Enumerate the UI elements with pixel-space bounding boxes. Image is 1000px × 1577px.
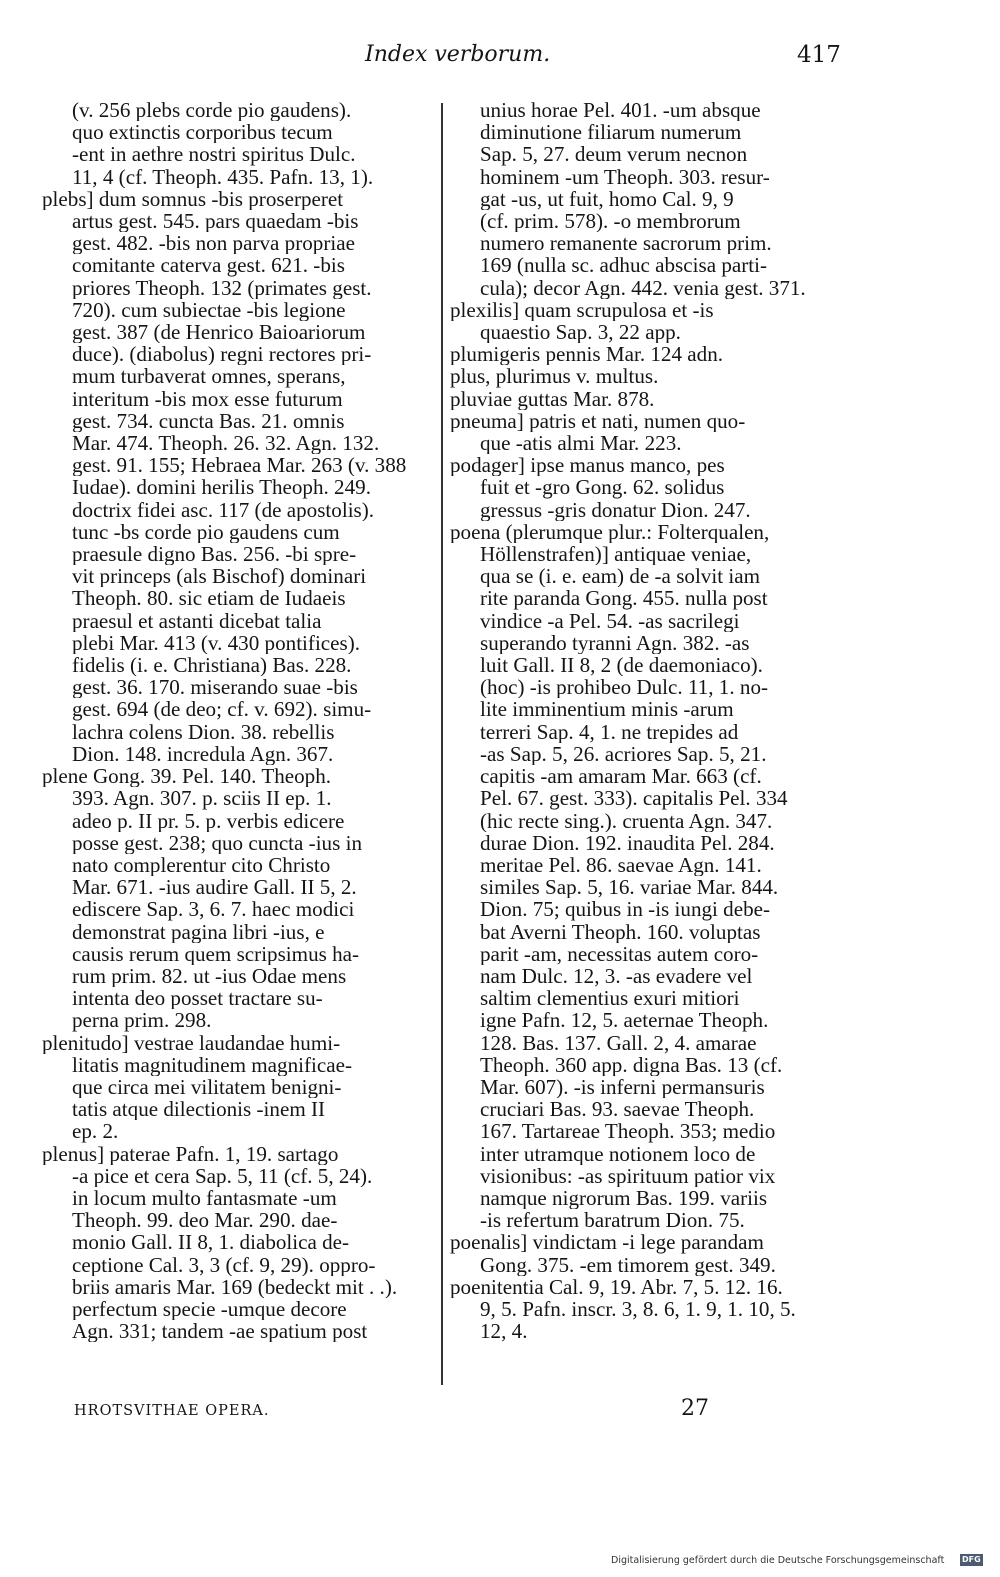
index-line: Agn. 331; tandem -ae spatium post bbox=[72, 1320, 368, 1343]
page-number: 417 bbox=[797, 42, 841, 68]
index-line: praesul et astanti dicebat talia bbox=[72, 609, 322, 632]
index-line: 720). cum subiectae -bis legione bbox=[72, 298, 346, 322]
index-line: nam Dulc. 12, 3. -as evadere vel bbox=[480, 964, 753, 988]
index-line: tatis atque dilectionis -inem II bbox=[72, 1098, 326, 1121]
dfg-logo: DFG bbox=[962, 1555, 981, 1564]
footer-book-title: HROTSVITHAE OPERA. bbox=[74, 1403, 270, 1419]
index-line: pluviae guttas Mar. 878. bbox=[450, 387, 655, 410]
index-line: Mar. 671. -ius audire Gall. II 5, 2. bbox=[72, 876, 357, 899]
index-line: in locum multo fantasmate -um bbox=[72, 1186, 337, 1210]
index-line: Höllenstrafen)] antiquae veniae, bbox=[480, 543, 752, 566]
index-line: ep. 2. bbox=[72, 1120, 119, 1143]
index-line: Dion. 148. incredula Agn. 367. bbox=[72, 742, 334, 766]
index-line: 12, 4. bbox=[480, 1320, 528, 1343]
index-line: gest. 694 (de deo; cf. v. 692). simu- bbox=[72, 698, 372, 721]
index-line: rum prim. 82. ut -ius Odae mens bbox=[72, 964, 347, 988]
right-text-column bbox=[450, 99, 842, 1342]
index-line: -as Sap. 5, 26. acriores Sap. 5, 21. bbox=[480, 742, 767, 766]
index-line: capitis -am amaram Mar. 663 (cf. bbox=[480, 765, 762, 788]
index-line: poenalis] vindictam -i lege parandam bbox=[450, 1231, 764, 1254]
index-line: similes Sap. 5, 16. variae Mar. 844. bbox=[480, 876, 779, 899]
index-line: briis amaris Mar. 169 (bedeckt mit . .). bbox=[72, 1275, 398, 1298]
index-line: perna prim. 298. bbox=[72, 1009, 212, 1032]
index-line: 167. Tartareae Theoph. 353; medio bbox=[480, 1120, 776, 1143]
index-line: inter utramque notionem loco de bbox=[480, 1142, 756, 1165]
index-line: (cf. prim. 578). -o membrorum bbox=[480, 210, 741, 233]
index-line: -ent in aethre nostri spiritus Dulc. bbox=[72, 143, 356, 166]
index-line: comitante caterva gest. 621. -bis bbox=[72, 254, 345, 277]
index-line: quo extinctis corporibus tecum bbox=[72, 121, 333, 144]
index-line: (v. 256 plebs corde pio gaudens). bbox=[72, 99, 352, 122]
index-line: superando tyranni Agn. 382. -as bbox=[480, 631, 750, 655]
index-line: ediscere Sap. 3, 6. 7. haec modici bbox=[72, 898, 355, 921]
index-line: artus gest. 545. pars quaedam -bis bbox=[72, 210, 359, 233]
index-line: parit -am, necessitas autem coro- bbox=[480, 942, 759, 965]
index-line: Mar. 474. Theoph. 26. 32. Agn. 132. bbox=[72, 432, 380, 455]
index-line: (hoc) -is prohibeo Dulc. 11, 1. no- bbox=[480, 676, 769, 699]
running-header-title: Index verborum. bbox=[365, 42, 551, 67]
index-line: pneuma] patris et nati, numen quo- bbox=[450, 409, 746, 433]
index-line: posse gest. 238; quo cuncta -ius in bbox=[72, 831, 362, 854]
index-line: namque nigrorum Bas. 199. variis bbox=[480, 1186, 768, 1210]
index-line: luit Gall. II 8, 2 (de daemoniaco). bbox=[480, 654, 763, 677]
index-line: Sap. 5, 27. deum verum necnon bbox=[480, 143, 748, 166]
index-line: Theoph. 80. sic etiam de Iudaeis bbox=[72, 587, 346, 610]
index-line: gest. 482. -bis non parva propriae bbox=[72, 232, 355, 255]
index-line: demonstrat pagina libri -ius, e bbox=[72, 920, 325, 943]
index-line: monio Gall. II 8, 1. diabolica de- bbox=[72, 1231, 350, 1254]
index-line: bat Averni Theoph. 160. voluptas bbox=[480, 920, 761, 943]
index-line: poenitentia Cal. 9, 19. Abr. 7, 5. 12. 16. bbox=[450, 1275, 783, 1298]
index-line: nato complerentur cito Christo bbox=[72, 853, 331, 877]
index-line: plebi Mar. 413 (v. 430 pontifices). bbox=[72, 631, 361, 655]
footer-signature-mark: 27 bbox=[681, 1396, 709, 1421]
index-line: -is refertum baratrum Dion. 75. bbox=[480, 1209, 745, 1232]
index-line: lachra colens Dion. 38. rebellis bbox=[72, 720, 335, 743]
index-line: plenitudo] vestrae laudandae humi- bbox=[42, 1031, 341, 1054]
index-line: lite imminentium minis -arum bbox=[480, 698, 734, 721]
index-line: que circa mei vilitatem benigni- bbox=[72, 1075, 342, 1099]
index-line: plus, plurimus v. multus. bbox=[450, 365, 659, 388]
index-line: gressus -gris donatur Dion. 247. bbox=[480, 498, 751, 521]
index-line: Dion. 75; quibus in -is iungi debe- bbox=[480, 898, 771, 921]
index-line: litatis magnitudinem magnificae- bbox=[72, 1053, 352, 1076]
index-line: igne Pafn. 12, 5. aeternae Theoph. bbox=[480, 1009, 769, 1032]
index-line: gest. 36. 170. miserando suae -bis bbox=[72, 676, 358, 699]
index-line: Theoph. 360 app. digna Bas. 13 (cf. bbox=[480, 1053, 783, 1076]
index-line: fidelis (i. e. Christiana) Bas. 228. bbox=[72, 654, 352, 677]
index-line: hominem -um Theoph. 303. resur- bbox=[480, 165, 770, 188]
index-line: interitum -bis mox esse futurum bbox=[72, 387, 343, 410]
index-line: Iudae). domini herilis Theoph. 249. bbox=[72, 476, 371, 499]
left-text-column bbox=[42, 99, 437, 1342]
index-line: Theoph. 99. deo Mar. 290. dae- bbox=[72, 1209, 338, 1232]
index-line: -a pice et cera Sap. 5, 11 (cf. 5, 24). bbox=[72, 1164, 373, 1187]
index-line: plexilis] quam scrupulosa et -is bbox=[450, 298, 714, 322]
index-line: meritae Pel. 86. saevae Agn. 141. bbox=[480, 853, 762, 877]
index-line: plumigeris pennis Mar. 124 adn. bbox=[450, 343, 724, 366]
index-line: cruciari Bas. 93. saevae Theoph. bbox=[480, 1098, 755, 1121]
column-divider bbox=[441, 103, 443, 1385]
index-line: intenta deo posset tractare su- bbox=[72, 987, 323, 1010]
index-line: unius horae Pel. 401. -um absque bbox=[480, 99, 761, 122]
index-line: adeo p. II pr. 5. p. verbis edicere bbox=[72, 809, 345, 832]
index-line: cula); decor Agn. 442. venia gest. 371. bbox=[480, 276, 806, 299]
index-line: (hic recte sing.). cruenta Agn. 347. bbox=[480, 809, 773, 832]
index-line: Pel. 67. gest. 333). capitalis Pel. 334 bbox=[480, 787, 788, 810]
index-line: Gong. 375. -em timorem gest. 349. bbox=[480, 1253, 776, 1276]
index-line: plebs] dum somnus -bis proserperet bbox=[42, 187, 344, 211]
index-line: podager] ipse manus manco, pes bbox=[450, 454, 725, 477]
index-line: 169 (nulla sc. adhuc abscisa parti- bbox=[480, 254, 768, 277]
index-line: perfectum specie -umque decore bbox=[72, 1297, 347, 1321]
index-line: poena (plerumque plur.: Folterqualen, bbox=[450, 520, 770, 544]
index-line: durae Dion. 192. inaudita Pel. 284. bbox=[480, 831, 775, 854]
index-line: 128. Bas. 137. Gall. 2, 4. amarae bbox=[480, 1031, 757, 1054]
index-line: 393. Agn. 307. p. sciis II ep. 1. bbox=[72, 787, 332, 810]
index-line: saltim clementius exuri mitiori bbox=[480, 987, 740, 1010]
index-line: diminutione filiarum numerum bbox=[480, 121, 742, 144]
index-line: rite paranda Gong. 455. nulla post bbox=[480, 587, 768, 610]
index-line: mum turbaverat omnes, sperans, bbox=[72, 365, 346, 388]
index-line: quaestio Sap. 3, 22 app. bbox=[480, 321, 681, 344]
index-line: vit princeps (als Bischof) dominari bbox=[72, 565, 367, 588]
index-line: fuit et -gro Gong. 62. solidus bbox=[480, 476, 725, 499]
index-line: 9, 5. Pafn. inscr. 3, 8. 6, 1. 9, 1. 10, 5. bbox=[480, 1297, 796, 1321]
index-line: doctrix fidei asc. 117 (de apostolis). bbox=[72, 498, 375, 521]
index-line: causis rerum quem scripsimus ha- bbox=[72, 942, 360, 965]
index-line: priores Theoph. 132 (primates gest. bbox=[72, 276, 372, 299]
digitization-note: Digitalisierung gefördert durch die Deutsche Forschungsgemeinschaft bbox=[611, 1555, 945, 1566]
index-line: tunc -bs corde pio gaudens cum bbox=[72, 520, 340, 544]
index-line: terreri Sap. 4, 1. ne trepides ad bbox=[480, 720, 739, 743]
index-line: gat -us, ut fuit, homo Cal. 9, 9 bbox=[480, 187, 734, 211]
index-line: visionibus: -as spirituum patior vix bbox=[480, 1164, 776, 1187]
index-line: gest. 387 (de Henrico Baioariorum bbox=[72, 321, 366, 344]
index-line: que -atis almi Mar. 223. bbox=[480, 432, 682, 455]
index-line: vindice -a Pel. 54. -as sacrilegi bbox=[480, 609, 740, 632]
index-line: 11, 4 (cf. Theoph. 435. Pafn. 13, 1). bbox=[72, 165, 374, 188]
index-line: Mar. 607). -is inferni permansuris bbox=[480, 1075, 765, 1099]
index-line: duce). (diabolus) regni rectores pri- bbox=[72, 343, 372, 366]
index-line: praesule digno Bas. 256. -bi spre- bbox=[72, 543, 357, 566]
index-line: gest. 91. 155; Hebraea Mar. 263 (v. 388 bbox=[72, 454, 407, 477]
index-line: gest. 734. cuncta Bas. 21. omnis bbox=[72, 409, 345, 433]
index-line: plene Gong. 39. Pel. 140. Theoph. bbox=[42, 765, 332, 788]
index-line: qua se (i. e. eam) de -a solvit iam bbox=[480, 565, 760, 588]
index-line: numero remanente sacrorum prim. bbox=[480, 232, 772, 255]
index-line: ceptione Cal. 3, 3 (cf. 9, 29). oppro- bbox=[72, 1253, 376, 1276]
index-line: plenus] paterae Pafn. 1, 19. sartago bbox=[42, 1142, 339, 1165]
